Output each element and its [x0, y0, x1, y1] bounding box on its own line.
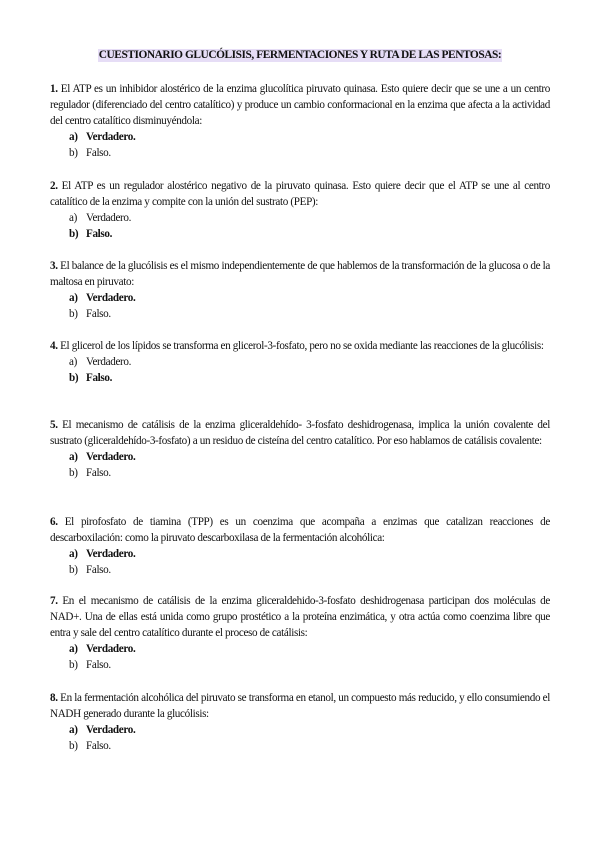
- question-6: [50, 514, 550, 578]
- option-text: Falso.: [86, 467, 111, 479]
- question-number: 4.: [50, 340, 58, 352]
- options-list: [50, 449, 550, 481]
- option-text: Verdadero.: [86, 548, 136, 560]
- option-letter: a): [69, 548, 78, 560]
- option-text: Falso.: [86, 659, 111, 671]
- option-letter: a): [69, 356, 77, 368]
- option-letter: b): [69, 467, 78, 479]
- option-letter: a): [69, 643, 78, 655]
- option-letter: b): [69, 659, 78, 671]
- option-text: Falso.: [86, 564, 111, 576]
- question-number: 5.: [50, 419, 58, 431]
- option-b[interactable]: [50, 562, 550, 578]
- question-4-text: [50, 338, 550, 354]
- question-number: 2.: [50, 180, 58, 192]
- option-a[interactable]: [50, 354, 550, 370]
- page-title: [0, 49, 600, 61]
- question-number: 7.: [50, 595, 58, 607]
- question-8: [50, 690, 550, 754]
- question-body: El ATP es un regulador alostérico negativo de la piruvato quinasa. Esto quiere decir que el ATP se une al centro catalítico de la enzima y compite con la unión del sustrato (PEP):: [50, 180, 550, 208]
- options-list: [50, 722, 550, 754]
- question-6-text: [50, 514, 550, 546]
- option-a[interactable]: [50, 641, 550, 657]
- title-text: CUESTIONARIO GLUCÓLISIS, FERMENTACIONES Y RUTA DE LAS PENTOSAS:: [98, 49, 502, 61]
- option-letter: a): [69, 724, 78, 736]
- option-letter: b): [69, 740, 78, 752]
- question-number: 6.: [50, 516, 58, 528]
- option-a[interactable]: [50, 129, 550, 145]
- options-list: [50, 210, 550, 242]
- question-7-text: [50, 593, 550, 641]
- option-letter: b): [69, 308, 78, 320]
- option-text: Verdadero.: [86, 212, 132, 224]
- option-letter: b): [69, 228, 79, 240]
- options-list: [50, 641, 550, 673]
- question-body: El mecanismo de catálisis de la enzima gliceraldehído- 3-fosfato deshidrogenasa, implica la unión covalente del sustrato (gliceraldehído-3-fosfato) a un residuo de cisteína del centro catalítico. Por eso hablamos de catálisis covalente:: [50, 419, 550, 447]
- question-5: [50, 417, 550, 481]
- question-body: El glicerol de los lípidos se transforma en glicerol-3-fosfato, pero no se oxida mediante las reacciones de la glucólisis:: [57, 340, 544, 352]
- option-b[interactable]: [50, 370, 550, 386]
- question-7: [50, 593, 550, 673]
- question-3: [50, 258, 550, 322]
- question-body: En el mecanismo de catálisis de la enzima gliceraldehido-3-fosfato deshidrogenasa participan dos moléculas de NAD+. Una de ellas está unida como grupo prostético a la proteína enzimática, y otra actúa como coenzima libre que entra y sale del centro catalítico durante el proceso de catálisis:: [50, 595, 550, 639]
- question-2: [50, 178, 550, 242]
- option-text: Falso.: [86, 740, 111, 752]
- option-letter: b): [69, 147, 78, 159]
- option-letter: a): [69, 131, 78, 143]
- option-a[interactable]: [50, 546, 550, 562]
- question-body: El pirofosfato de tiamina (TPP) es un coenzima que acompaña a enzimas que catalizan reacciones de descarboxilación: como la piruvato descarboxilasa de la fermentación alcohólica:: [50, 516, 550, 544]
- option-letter: a): [69, 292, 78, 304]
- option-text: Falso.: [86, 308, 111, 320]
- question-3-text: [50, 258, 550, 290]
- question-4: [50, 338, 550, 386]
- question-1-text: [50, 81, 550, 129]
- option-letter: b): [69, 372, 79, 384]
- option-b[interactable]: [50, 306, 550, 322]
- question-8-text: [50, 690, 550, 722]
- option-a[interactable]: [50, 210, 550, 226]
- option-text: Verdadero.: [86, 292, 136, 304]
- option-letter: b): [69, 564, 78, 576]
- options-list: [50, 354, 550, 386]
- option-text: Verdadero.: [86, 131, 136, 143]
- option-letter: a): [69, 212, 77, 224]
- option-b[interactable]: [50, 657, 550, 673]
- question-number: 8.: [50, 692, 58, 704]
- question-number: 3.: [50, 260, 58, 272]
- option-text: Falso.: [86, 147, 111, 159]
- option-b[interactable]: [50, 465, 550, 481]
- option-b[interactable]: [50, 226, 550, 242]
- option-text: Verdadero.: [86, 451, 136, 463]
- question-body: En la fermentación alcohólica del piruvato se transforma en etanol, un compuesto más reducido, y ello consumiendo el NADH generado durante la glucólisis:: [50, 692, 550, 720]
- options-list: [50, 290, 550, 322]
- option-letter: a): [69, 451, 78, 463]
- question-2-text: [50, 178, 550, 210]
- option-b[interactable]: [50, 145, 550, 161]
- option-a[interactable]: [50, 449, 550, 465]
- question-number: 1.: [50, 83, 58, 95]
- question-1: [50, 81, 550, 161]
- question-body: El balance de la glucólisis es el mismo independientemente de que hablemos de la transformación de la glucosa o de la maltosa en piruvato:: [50, 260, 550, 288]
- question-5-text: [50, 417, 550, 449]
- option-text: Falso.: [86, 228, 113, 240]
- question-body: El ATP es un inhibidor alostérico de la enzima glucolítica piruvato quinasa. Esto quiere decir que se une a un centro regulador (diferenciado del centro catalítico) y produce un cambio conformacional en la enzima que afecta a la actividad del centro catalítico disminuyéndola:: [50, 83, 550, 127]
- option-a[interactable]: [50, 290, 550, 306]
- option-text: Verdadero.: [86, 643, 136, 655]
- option-a[interactable]: [50, 722, 550, 738]
- option-text: Verdadero.: [86, 724, 136, 736]
- option-b[interactable]: [50, 738, 550, 754]
- option-text: Falso.: [86, 372, 113, 384]
- options-list: [50, 129, 550, 161]
- option-text: Verdadero.: [86, 356, 132, 368]
- options-list: [50, 546, 550, 578]
